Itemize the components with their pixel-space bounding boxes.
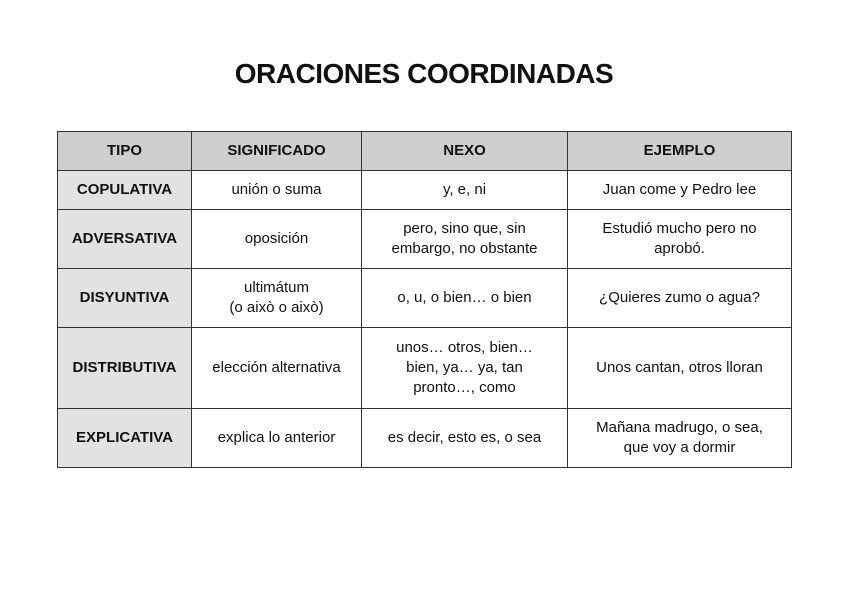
cell-text: oposición xyxy=(244,230,309,247)
cell-text: y, e, ni xyxy=(442,181,487,198)
cell-ejemplo xyxy=(568,210,792,269)
header-tipo: TIPO xyxy=(58,132,192,171)
cell-text: unos… otros, bien… bien, ya… ya, tan pronto…, como xyxy=(396,339,533,396)
page-title: ORACIONES COORDINADAS xyxy=(234,58,614,89)
table-row xyxy=(58,328,792,409)
cell-nexo xyxy=(362,269,568,328)
cell-text: EXPLICATIVA xyxy=(76,429,173,446)
cell-nexo xyxy=(362,409,568,468)
cell-ejemplo xyxy=(568,409,792,468)
cell-text: Estudió mucho pero no aprobó. xyxy=(602,220,757,257)
cell-text: explica lo anterior xyxy=(217,429,336,446)
header-ejemplo: EJEMPLO xyxy=(568,132,792,171)
table-row xyxy=(58,269,792,328)
cell-text: Unos cantan, otros lloran xyxy=(596,359,763,376)
cell-significado xyxy=(192,210,362,269)
cell-text: elección alternativa xyxy=(212,359,341,376)
cell-text: COPULATIVA xyxy=(76,181,173,198)
cell-text: es decir, esto es, o sea xyxy=(387,429,542,446)
table-row xyxy=(58,210,792,269)
cell-text: o, u, o bien… o bien xyxy=(397,289,532,306)
table-header-row xyxy=(58,132,792,171)
coordinadas-table xyxy=(57,131,792,468)
cell-tipo xyxy=(58,171,192,210)
cell-text: DISTRIBUTIVA xyxy=(72,359,177,376)
cell-nexo xyxy=(362,210,568,269)
header-nexo: NEXO xyxy=(362,132,568,171)
cell-tipo xyxy=(58,328,192,409)
cell-text: DISYUNTIVA xyxy=(79,289,170,306)
cell-significado xyxy=(192,171,362,210)
cell-significado xyxy=(192,409,362,468)
cell-text: ADVERSATIVA xyxy=(71,230,178,247)
cell-text: ultimátum (o això o això) xyxy=(229,279,324,316)
table-row xyxy=(58,409,792,468)
cell-text: Mañana madrugo, o sea, que voy a dormir xyxy=(596,419,763,456)
cell-ejemplo xyxy=(568,328,792,409)
cell-nexo xyxy=(362,171,568,210)
cell-tipo xyxy=(58,409,192,468)
cell-tipo xyxy=(58,210,192,269)
cell-tipo xyxy=(58,269,192,328)
cell-significado xyxy=(192,269,362,328)
cell-nexo xyxy=(362,328,568,409)
header-significado: SIGNIFICADO xyxy=(192,132,362,171)
cell-text: Juan come y Pedro lee xyxy=(602,181,757,198)
cell-text: ¿Quieres zumo o agua? xyxy=(599,289,760,306)
cell-ejemplo xyxy=(568,171,792,210)
cell-ejemplo xyxy=(568,269,792,328)
table-row xyxy=(58,171,792,210)
cell-text: unión o suma xyxy=(231,181,322,198)
cell-text: pero, sino que, sin embargo, no obstante xyxy=(391,220,538,257)
cell-significado xyxy=(192,328,362,409)
